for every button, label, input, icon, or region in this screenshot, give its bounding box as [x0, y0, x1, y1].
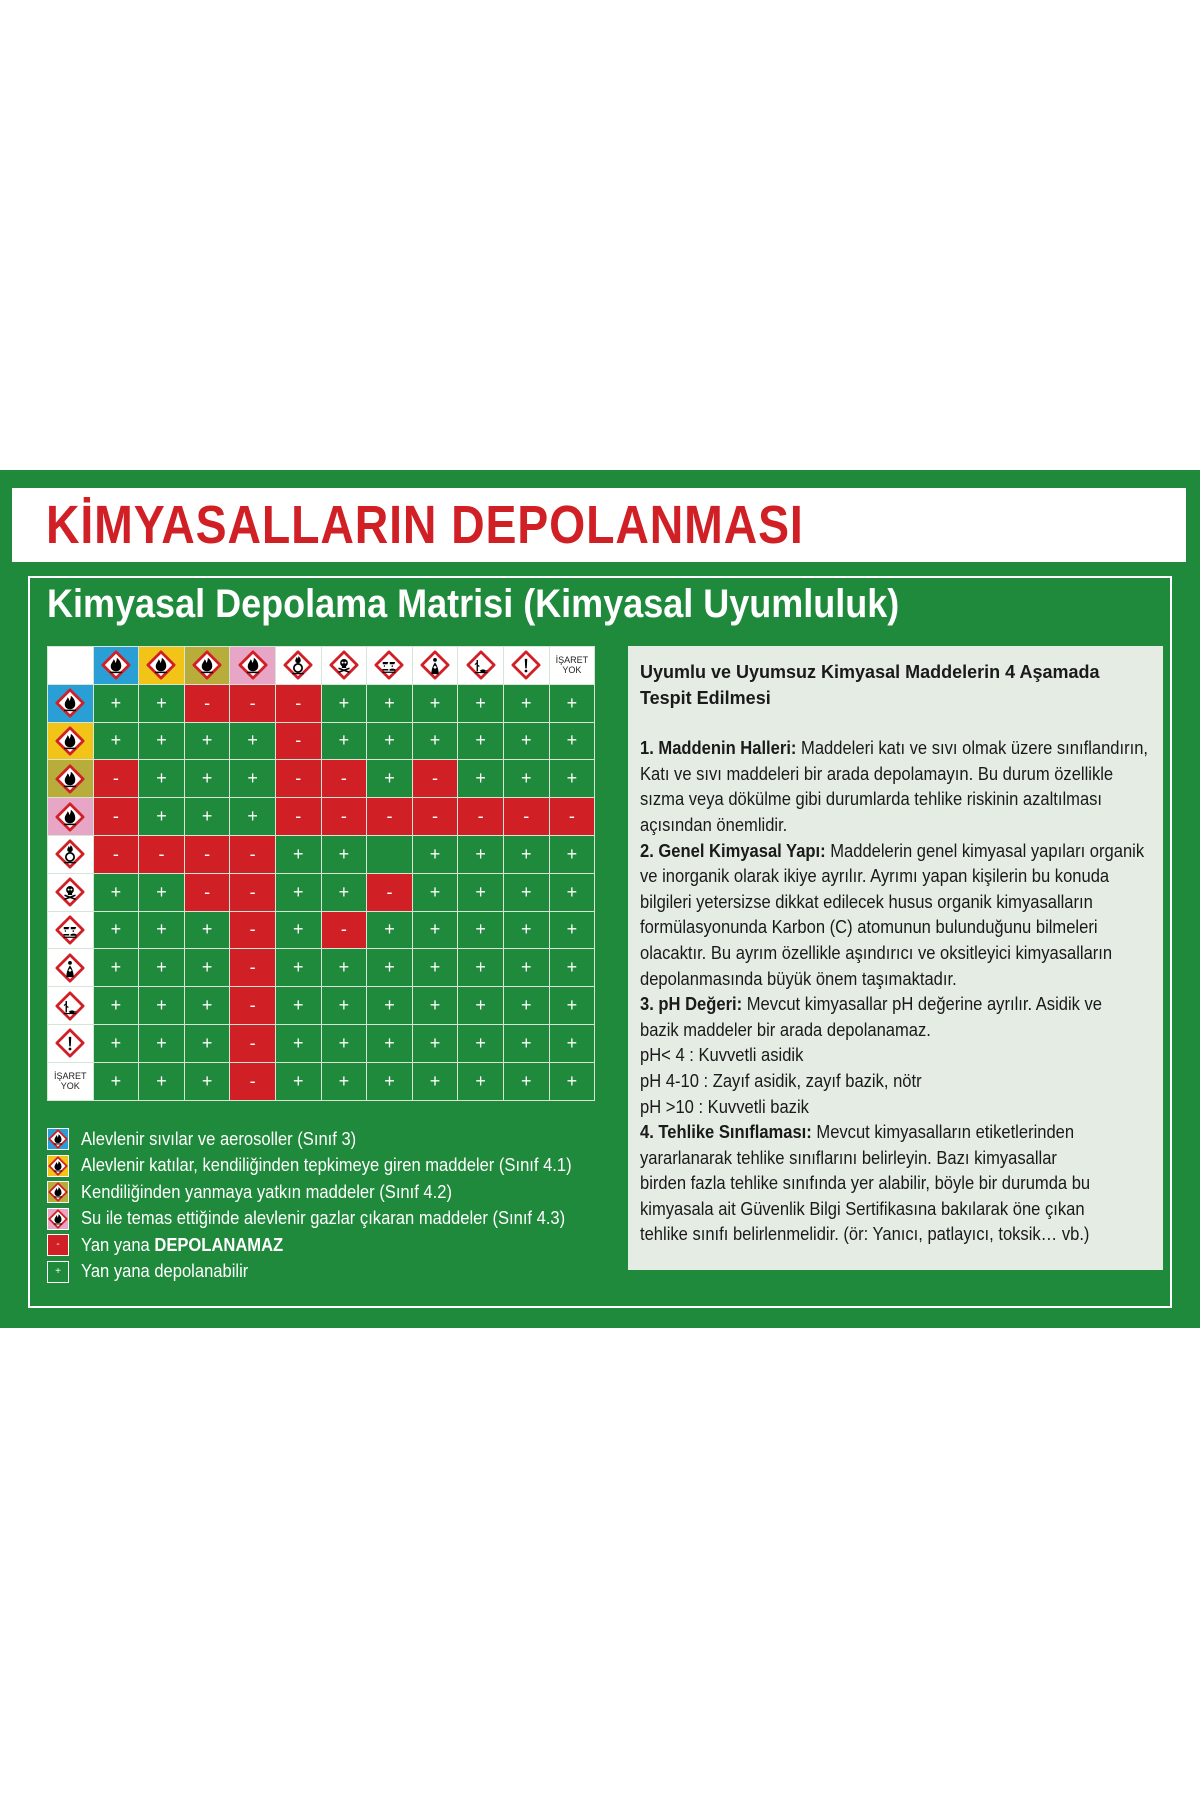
matrix-cell-compatible: +: [412, 987, 458, 1025]
legend-swatch: [47, 1155, 69, 1177]
skull-icon: [329, 650, 359, 680]
matrix-cell-compatible: +: [549, 835, 595, 873]
flame-icon: [146, 650, 176, 680]
matrix-cell-compatible: +: [184, 949, 230, 987]
matrix-cell-compatible: +: [458, 987, 504, 1025]
matrix-column-header: [139, 647, 185, 685]
matrix-cell-compatible: +: [93, 873, 139, 911]
matrix-cell-compatible: +: [549, 1062, 595, 1100]
environment-icon: [466, 650, 496, 680]
matrix-cell-compatible: +: [503, 949, 549, 987]
matrix-cell-compatible: +: [367, 722, 413, 760]
matrix-cell-compatible: +: [412, 684, 458, 722]
matrix-cell-compatible: +: [412, 1024, 458, 1062]
matrix-cell-compatible: +: [275, 873, 321, 911]
matrix-cell-compatible: +: [549, 722, 595, 760]
matrix-cell-compatible: +: [549, 1024, 595, 1062]
section-4-title: 4. Tehlike Sınıflaması:: [640, 1122, 812, 1143]
matrix-cell-compatible: +: [412, 722, 458, 760]
legend-swatch: [47, 1234, 69, 1256]
matrix-cell-compatible: +: [139, 911, 185, 949]
matrix-cell-incompatible: -: [412, 798, 458, 836]
matrix-cell-incompatible: -: [184, 684, 230, 722]
matrix-cell-compatible: +: [230, 722, 276, 760]
matrix-cell-incompatible: -: [367, 798, 413, 836]
legend-flame-icon: [48, 1129, 68, 1149]
section-1-title: 1. Maddenin Halleri:: [640, 738, 797, 759]
flame-icon: [101, 650, 131, 680]
matrix-row: [48, 873, 595, 911]
matrix-cell-incompatible: -: [275, 798, 321, 836]
matrix-cell-incompatible: -: [230, 684, 276, 722]
page-title: KİMYASALLARIN DEPOLANMASI: [46, 495, 804, 555]
matrix-cell-compatible: +: [139, 1024, 185, 1062]
matrix-row-header: [48, 911, 94, 949]
matrix-cell-compatible: +: [275, 911, 321, 949]
legend-item: [47, 1259, 614, 1286]
matrix-cell-compatible: +: [458, 684, 504, 722]
matrix-cell-compatible: +: [503, 1024, 549, 1062]
exclamation-icon: [55, 1028, 85, 1058]
no-icon-label: İŞARET YOK: [54, 1071, 87, 1092]
matrix-column-header: [412, 647, 458, 685]
section-3: 3. pH Değeri: Mevcut kimyasallar pH değerine ayrılır. Asidik ve: [640, 994, 1103, 1015]
matrix-cell-compatible: +: [321, 722, 367, 760]
flame-icon: [192, 650, 222, 680]
matrix-cell-incompatible: -: [230, 911, 276, 949]
legend-text: Alevlenir katılar, kendiliğinden tepkimeye giren maddeler (Sınıf 4.1): [81, 1155, 572, 1176]
matrix-cell-compatible: +: [458, 1062, 504, 1100]
matrix-cell-compatible: +: [139, 873, 185, 911]
matrix-cell-incompatible: -: [321, 798, 367, 836]
matrix-cell-compatible: +: [184, 760, 230, 798]
matrix-cell-compatible: +: [93, 987, 139, 1025]
matrix-cell-compatible: +: [184, 1062, 230, 1100]
matrix-cell-compatible: [367, 835, 413, 873]
legend-symbol: +: [55, 1265, 61, 1277]
matrix-cell-compatible: +: [139, 798, 185, 836]
matrix-cell-incompatible: -: [275, 760, 321, 798]
matrix-cell-incompatible: -: [275, 684, 321, 722]
matrix-cell-compatible: +: [184, 722, 230, 760]
matrix-cell-compatible: +: [230, 760, 276, 798]
legend-text: Yan yana DEPOLANAMAZ: [81, 1234, 284, 1255]
legend-flame-icon: [48, 1182, 68, 1202]
matrix-cell-compatible: +: [458, 911, 504, 949]
matrix-cell-incompatible: -: [184, 873, 230, 911]
corrosion-icon: [55, 915, 85, 945]
legend-swatch: [47, 1208, 69, 1230]
matrix-row-header: [48, 949, 94, 987]
matrix-row: [48, 1024, 595, 1062]
exclamation-icon: [511, 650, 541, 680]
matrix-cell-compatible: +: [549, 949, 595, 987]
matrix-cell-incompatible: -: [230, 1024, 276, 1062]
matrix-cell-compatible: +: [93, 949, 139, 987]
matrix-cell-compatible: +: [139, 722, 185, 760]
matrix-cell-compatible: +: [458, 949, 504, 987]
matrix-cell-compatible: +: [321, 873, 367, 911]
matrix-row: [48, 911, 595, 949]
legend-item: [47, 1153, 614, 1180]
matrix-cell-compatible: +: [139, 987, 185, 1025]
corrosion-icon: [374, 650, 404, 680]
matrix-row: [48, 987, 595, 1025]
matrix-cell-incompatible: -: [93, 835, 139, 873]
matrix-cell-compatible: +: [321, 1062, 367, 1100]
matrix-cell-compatible: +: [412, 1062, 458, 1100]
matrix-cell-compatible: +: [503, 760, 549, 798]
matrix-column-header: [230, 647, 276, 685]
matrix-cell-compatible: +: [503, 987, 549, 1025]
matrix-column-header: [321, 647, 367, 685]
section-3-title: 3. pH Değeri:: [640, 994, 743, 1015]
matrix-cell-incompatible: -: [230, 1062, 276, 1100]
matrix-row-header: [48, 1024, 94, 1062]
matrix-cell-compatible: +: [367, 760, 413, 798]
matrix-cell-compatible: +: [367, 987, 413, 1025]
matrix-cell-compatible: +: [367, 684, 413, 722]
matrix-cell-compatible: +: [549, 684, 595, 722]
matrix-cell-compatible: +: [230, 798, 276, 836]
matrix-cell-compatible: +: [458, 722, 504, 760]
matrix-cell-compatible: +: [184, 1024, 230, 1062]
matrix-cell-compatible: +: [321, 835, 367, 873]
flame-icon: [55, 726, 85, 756]
info-panel: Uyumlu ve Uyumsuz Kimyasal Maddelerin 4 Aşamada Tespit Edilmesi 1. Maddenin Halleri: Maddeleri katı ve sıvı olmak üzere sınıflandırın, Katı ve sıvı maddeleri bir arada depolamayın. Bu durum özellikle sızma veya dökülme gibi durumlarda tehlike riskinin azaltılması açısından önemlidir. 2. Genel Kimyasal Yapı: Maddelerin genel kimyasal yapıları organik ve inorganik olarak ikiye ayrılır. Ayrımı yapan kişilerin bu konuda bilgileri yetersizse dikkat edilecek husus organik kimyasalların formülasyonunda Karbon (C) atomunun bulunduğunu bilmeleri olacaktır. Bu ayrım özellikle aşındırıcı ve oksitleyici kimyasalların depolanmasında büyük önem taşımaktadır. 3. pH Değeri: Mevcut kimyasallar pH değerine ayrılır. Asidik ve bazik maddeler bir arada depolanamaz. pH< 4 : Kuvvetli asidik pH 4-10 : Zayıf asidik, zayıf bazik, nötr pH >10 : Kuvvetli bazik 4. Tehlike Sınıflaması: Mevcut kimyasalların etiketlerinden yararlanarak tehlike sınıflarını belirleyin. Bazı kimyasallar birden fazla tehlike sınıfında yer alabilir, böyle bir durumda bu kimyasala ait Güvenlik Bilgi Sertifikasına bakılarak öne çıkan tehlike sınıfı belirlenmelidir. (ör: Yanıcı, patlayıcı, toksik… vb.): [628, 646, 1163, 1270]
matrix-cell-incompatible: -: [230, 949, 276, 987]
legend-item: [47, 1232, 614, 1259]
legend-text: Su ile temas ettiğinde alevlenir gazlar çıkaran maddeler (Sınıf 4.3): [81, 1208, 566, 1229]
legend-flame-icon: [48, 1156, 68, 1176]
matrix-cell-compatible: +: [367, 911, 413, 949]
matrix-row: [48, 684, 595, 722]
no-icon-label: İŞARET YOK: [555, 655, 589, 676]
matrix-cell-compatible: +: [93, 1024, 139, 1062]
matrix-row: [48, 1062, 595, 1100]
section-1: 1. Maddenin Halleri: Maddeleri katı ve sıvı olmak üzere sınıflandırın,: [640, 738, 1149, 759]
flame-icon: [55, 688, 85, 718]
matrix-row-header: [48, 987, 94, 1025]
matrix-cell-compatible: +: [275, 1024, 321, 1062]
legend-text: Alevlenir sıvılar ve aerosoller (Sınıf 3): [81, 1128, 357, 1149]
title-bar: [12, 488, 1186, 562]
matrix-cell-incompatible: -: [321, 911, 367, 949]
matrix-row-header: [48, 873, 94, 911]
matrix-cell-compatible: +: [503, 911, 549, 949]
matrix-cell-compatible: +: [275, 949, 321, 987]
matrix-cell-compatible: +: [549, 873, 595, 911]
environment-icon: [55, 991, 85, 1021]
matrix-row: [48, 949, 595, 987]
matrix-cell-compatible: +: [93, 1062, 139, 1100]
matrix-cell-compatible: +: [139, 760, 185, 798]
health-hazard-icon: [420, 650, 450, 680]
matrix-cell-compatible: +: [503, 835, 549, 873]
matrix-cell-compatible: +: [275, 987, 321, 1025]
matrix-cell-compatible: +: [184, 987, 230, 1025]
legend-text: Kendiliğinden yanmaya yatkın maddeler (Sınıf 4.2): [81, 1181, 452, 1202]
matrix-corner: [48, 647, 94, 685]
matrix-cell-compatible: +: [458, 873, 504, 911]
skull-icon: [55, 877, 85, 907]
matrix-cell-compatible: +: [458, 835, 504, 873]
matrix-cell-compatible: +: [275, 1062, 321, 1100]
matrix-column-header: [275, 647, 321, 685]
matrix-cell-incompatible: -: [93, 760, 139, 798]
matrix-cell-compatible: +: [549, 987, 595, 1025]
matrix-row-header: [48, 1062, 94, 1100]
matrix-column-header: [93, 647, 139, 685]
matrix-cell-compatible: +: [184, 911, 230, 949]
matrix-cell-compatible: +: [139, 1062, 185, 1100]
flame-over-circle-icon: [55, 839, 85, 869]
legend-item: [47, 1179, 614, 1206]
legend-swatch: [47, 1261, 69, 1283]
matrix-header-row: [48, 647, 595, 685]
matrix-cell-incompatible: -: [412, 760, 458, 798]
matrix-cell-compatible: +: [93, 684, 139, 722]
matrix-cell-compatible: +: [139, 684, 185, 722]
legend-item: [47, 1126, 614, 1153]
flame-over-circle-icon: [283, 650, 313, 680]
matrix-cell-compatible: +: [503, 873, 549, 911]
matrix-row: [48, 835, 595, 873]
matrix-cell-compatible: +: [549, 911, 595, 949]
matrix-cell-compatible: +: [367, 1062, 413, 1100]
health-hazard-icon: [55, 953, 85, 983]
matrix-column-header: [458, 647, 504, 685]
matrix-cell-compatible: +: [458, 1024, 504, 1062]
matrix-cell-compatible: +: [321, 949, 367, 987]
matrix-cell-compatible: +: [458, 760, 504, 798]
matrix-cell-incompatible: -: [458, 798, 504, 836]
matrix-cell-compatible: +: [503, 1062, 549, 1100]
flame-icon: [238, 650, 268, 680]
matrix-subtitle: Kimyasal Depolama Matrisi (Kimyasal Uyumluluk): [47, 582, 900, 626]
legend-item: [47, 1206, 614, 1233]
matrix-cell-compatible: +: [549, 760, 595, 798]
matrix-row-header: [48, 835, 94, 873]
matrix-cell-compatible: +: [367, 1024, 413, 1062]
matrix-cell-compatible: +: [275, 835, 321, 873]
legend-symbol: -: [56, 1239, 60, 1251]
matrix-cell-compatible: +: [412, 873, 458, 911]
matrix-cell-compatible: +: [321, 684, 367, 722]
sign-board: [0, 470, 1200, 1328]
matrix-cell-compatible: +: [93, 722, 139, 760]
panel-heading: Uyumlu ve Uyumsuz Kimyasal Maddelerin 4 Aşamada Tespit Edilmesi: [640, 662, 1100, 708]
matrix-cell-compatible: +: [412, 835, 458, 873]
flame-icon: [55, 764, 85, 794]
matrix-cell-incompatible: -: [139, 835, 185, 873]
compatibility-matrix: [47, 646, 595, 1101]
matrix-cell-compatible: +: [412, 911, 458, 949]
matrix-row: [48, 798, 595, 836]
legend-strong-text: DEPOLANAMAZ: [154, 1234, 284, 1255]
matrix-cell-incompatible: -: [93, 798, 139, 836]
legend-swatch: [47, 1181, 69, 1203]
matrix-row-header: [48, 722, 94, 760]
matrix-cell-compatible: +: [93, 911, 139, 949]
matrix-cell-compatible: +: [139, 949, 185, 987]
matrix-cell-compatible: +: [503, 722, 549, 760]
matrix-cell-incompatible: -: [321, 760, 367, 798]
matrix-cell-incompatible: -: [503, 798, 549, 836]
matrix-row: [48, 722, 595, 760]
matrix-cell-incompatible: -: [367, 873, 413, 911]
matrix-row-header: [48, 684, 94, 722]
flame-icon: [55, 802, 85, 832]
legend-text: Yan yana depolanabilir: [81, 1261, 249, 1282]
section-2: 2. Genel Kimyasal Yapı: Maddelerin genel kimyasal yapıları organik: [640, 840, 1145, 861]
matrix-cell-incompatible: -: [230, 987, 276, 1025]
legend-swatch: [47, 1128, 69, 1150]
section-4: 4. Tehlike Sınıflaması: Mevcut kimyasalların etiketlerinden: [640, 1122, 1075, 1143]
section-2-title: 2. Genel Kimyasal Yapı:: [640, 840, 826, 861]
matrix-row-header: [48, 798, 94, 836]
matrix-cell-incompatible: -: [230, 835, 276, 873]
matrix-row: [48, 760, 595, 798]
matrix-cell-incompatible: -: [549, 798, 595, 836]
matrix-cell-compatible: +: [367, 949, 413, 987]
matrix-row-header: [48, 760, 94, 798]
matrix-column-header: [503, 647, 549, 685]
matrix-column-header: [184, 647, 230, 685]
matrix-cell-incompatible: -: [275, 722, 321, 760]
matrix-cell-incompatible: -: [230, 873, 276, 911]
matrix-cell-compatible: +: [184, 798, 230, 836]
matrix-cell-incompatible: -: [184, 835, 230, 873]
matrix-cell-compatible: +: [503, 684, 549, 722]
matrix-cell-compatible: +: [412, 949, 458, 987]
matrix-column-header: [549, 647, 595, 685]
matrix-cell-compatible: +: [321, 987, 367, 1025]
matrix-cell-compatible: +: [321, 1024, 367, 1062]
legend: [47, 1126, 614, 1285]
matrix-column-header: [367, 647, 413, 685]
legend-flame-icon: [48, 1209, 68, 1229]
